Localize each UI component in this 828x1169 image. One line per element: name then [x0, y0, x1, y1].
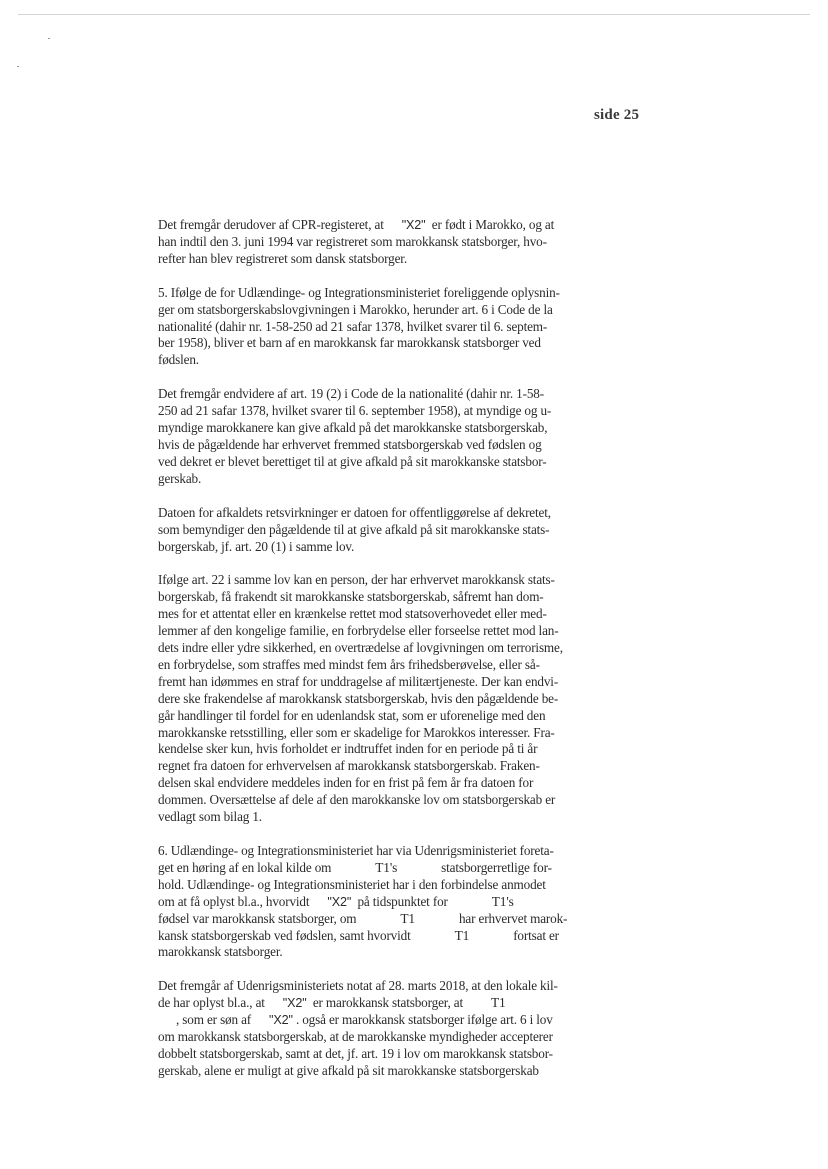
- text-run: , som er søn af: [176, 1012, 252, 1028]
- text-run: er marokkansk statsborger, at: [312, 995, 463, 1011]
- text-line: vedlagt som bilag 1.: [158, 809, 262, 825]
- redaction-tag-x2: "X2": [282, 996, 307, 1011]
- redaction-tag-t1: T1: [491, 995, 506, 1011]
- text-line: [158, 217, 590, 234]
- text-line: dommen. Oversættelse af dele af den marokkanske lov om statsborgerskab er: [158, 792, 556, 808]
- text-line: [158, 995, 590, 1012]
- redaction-tag-x2: "X2": [269, 1013, 293, 1028]
- text-line: mes for et attentat eller en krænkelse rettet mod statsoverhovedet eller med-: [158, 606, 547, 622]
- text-run: fortsat er: [513, 927, 559, 943]
- text-line: borgerskab, få frakendt sit marokkanske statsborgerskab, såfremt han dom-: [158, 589, 544, 605]
- redaction-tag-x2: "X2": [401, 218, 426, 232]
- text-line: borgerskab, jf. art. 20 (1) i samme lov.: [158, 538, 355, 554]
- paragraph-art-22: [158, 572, 590, 826]
- text-line: fremt han idømmes en straf for unddragelse af militærtjeneste. Der kan endvi-: [158, 673, 559, 689]
- text-run: get en høring af en lokal kilde om: [158, 859, 332, 875]
- text-line: marokkansk statsborger.: [158, 944, 283, 960]
- text-line: 250 ad 21 safar 1378, hvilket svarer til 6. september 1958), at myndige og u-: [158, 403, 552, 419]
- scan-top-rule: [18, 14, 810, 15]
- text-line: marokkanske retsstilling, eller som er skadelige for Marokkos interesser. Fra-: [158, 724, 555, 740]
- text-line: en forbrydelse, som straffes med mindst fem års frihedsberøvelse, eller så-: [158, 656, 540, 672]
- text-line: gerskab, alene er muligt at give afkald på sit marokkanske statsborgerskab: [158, 1062, 539, 1078]
- redaction-tag-t1: T1: [400, 910, 415, 926]
- text-line: refter han blev registreret som dansk statsborger.: [158, 250, 407, 266]
- text-line: nationalité (dahir nr. 1-58-250 ad 21 safar 1378, hvilket svarer til 6. septem-: [158, 318, 548, 334]
- text-run: statsborgerretlige for-: [441, 859, 552, 875]
- text-line: delsen skal endvidere meddeles inden for en frist på fem år fra datoen for: [158, 775, 534, 791]
- text-run: på tidspunktet for: [357, 893, 448, 909]
- text-line: Det fremgår endvidere af art. 19 (2) i Code de la nationalité (dahir nr. 1-58-: [158, 386, 544, 402]
- text-line: om marokkansk statsborgerskab, at de marokkanske myndigheder accepterer: [158, 1029, 553, 1045]
- paragraph-art-19: [158, 386, 590, 487]
- text-run: har erhvervet marok-: [458, 910, 568, 926]
- text-line: [158, 1012, 590, 1029]
- text-line: ved dekret er blevet berettiget til at give afkald på sit marokkanske statsbor-: [158, 453, 547, 469]
- text-line: 5. Ifølge de for Udlændinge- og Integrationsministeriet foreliggende oplysnin-: [158, 284, 560, 300]
- text-line: dere ske frakendelse af marokkansk statsborgerskab, hvis den pågældende be-: [158, 690, 559, 706]
- redaction-tag-x2: "X2": [327, 894, 352, 909]
- text-run: fødsel var marokkansk statsborger, om: [158, 910, 357, 926]
- redaction-tag-t1: T1's: [375, 859, 398, 875]
- text-run: er født i Marokko, og at: [431, 217, 555, 232]
- scan-speck: [48, 38, 50, 39]
- text-run: kansk statsborgerskab ved fødslen, samt hvorvidt: [158, 927, 411, 943]
- text-line: [158, 928, 590, 945]
- text-line: lemmer af den kongelige familie, en forbrydelse eller forseelse rettet mod lan-: [158, 623, 559, 639]
- redaction-tag-t1: T1: [454, 927, 470, 943]
- text-line: kendelse sker kun, hvis forholdet er indtruffet inden for en periode på ti år: [158, 741, 538, 757]
- text-line: myndige marokkanere kan give afkald på det marokkanske statsborgerskab,: [158, 420, 548, 436]
- text-run: om at få oplyst bl.a., hvorvidt: [158, 893, 310, 909]
- document-body: [158, 217, 590, 1080]
- text-line: hvis de pågældende har erhvervet fremmed statsborgerskab ved fødslen og: [158, 436, 542, 452]
- text-line: 6. Udlændinge- og Integrationsministeriet har via Udenrigsministeriet foreta-: [158, 843, 554, 858]
- text-line: [158, 860, 590, 877]
- text-line: Ifølge art. 22 i samme lov kan en person, der har erhvervet marokkansk stats-: [158, 572, 555, 588]
- redaction-tag-t1: T1's: [491, 893, 514, 909]
- text-line: han indtil den 3. juni 1994 var registreret som marokkansk statsborger, hvo-: [158, 233, 547, 249]
- text-run: . også er marokkansk statsborger ifølge art. 6 i lov: [295, 1012, 553, 1028]
- text-line: dets indre eller ydre sikkerhed, en overtrædelse af lovgivningen om terrorisme,: [158, 640, 563, 656]
- text-line: ger om statsborgerskabslovgivningen i Marokko, herunder art. 6 i Code de la: [158, 301, 553, 317]
- text-line: som bemyndiger den pågældende til at give afkald på sit marokkanske stats-: [158, 521, 550, 537]
- text-line: regnet fra datoen for erhvervelsen af marokkansk statsborgerskab. Fraken-: [158, 758, 540, 774]
- text-line: fødslen.: [158, 352, 199, 368]
- scan-speck: [17, 66, 19, 67]
- text-run: Det fremgår derudover af CPR-registeret, at: [158, 217, 384, 232]
- paragraph-section-6: [158, 843, 590, 961]
- text-line: hold. Udlændinge- og Integrationsministeriet har i den forbindelse anmodet: [158, 876, 546, 892]
- text-line: Det fremgår af Udenrigsministeriets notat af 28. marts 2018, at den lokale kil-: [158, 978, 558, 994]
- text-line: Datoen for afkaldets retsvirkninger er datoen for offentliggørelse af dekretet,: [158, 504, 551, 520]
- text-line: gerskab.: [158, 470, 202, 486]
- paragraph-cpr-register: [158, 217, 590, 268]
- paragraph-art-20: [158, 505, 590, 556]
- paragraph-foreign-ministry-note: [158, 978, 590, 1079]
- page-number: side 25: [594, 107, 640, 123]
- text-run: de har oplyst bl.a., at: [158, 995, 265, 1011]
- text-line: ber 1958), bliver et barn af en marokkansk far marokkansk statsborger ved: [158, 335, 541, 351]
- text-line: [158, 911, 590, 928]
- text-line: dobbelt statsborgerskab, samt at det, jf. art. 19 i lov om marokkansk statsbor-: [158, 1045, 553, 1061]
- paragraph-section-5: [158, 285, 590, 370]
- text-line: [158, 894, 590, 911]
- text-line: går handlinger til fordel for en udenlandsk stat, som er uforenelige med den: [158, 707, 546, 723]
